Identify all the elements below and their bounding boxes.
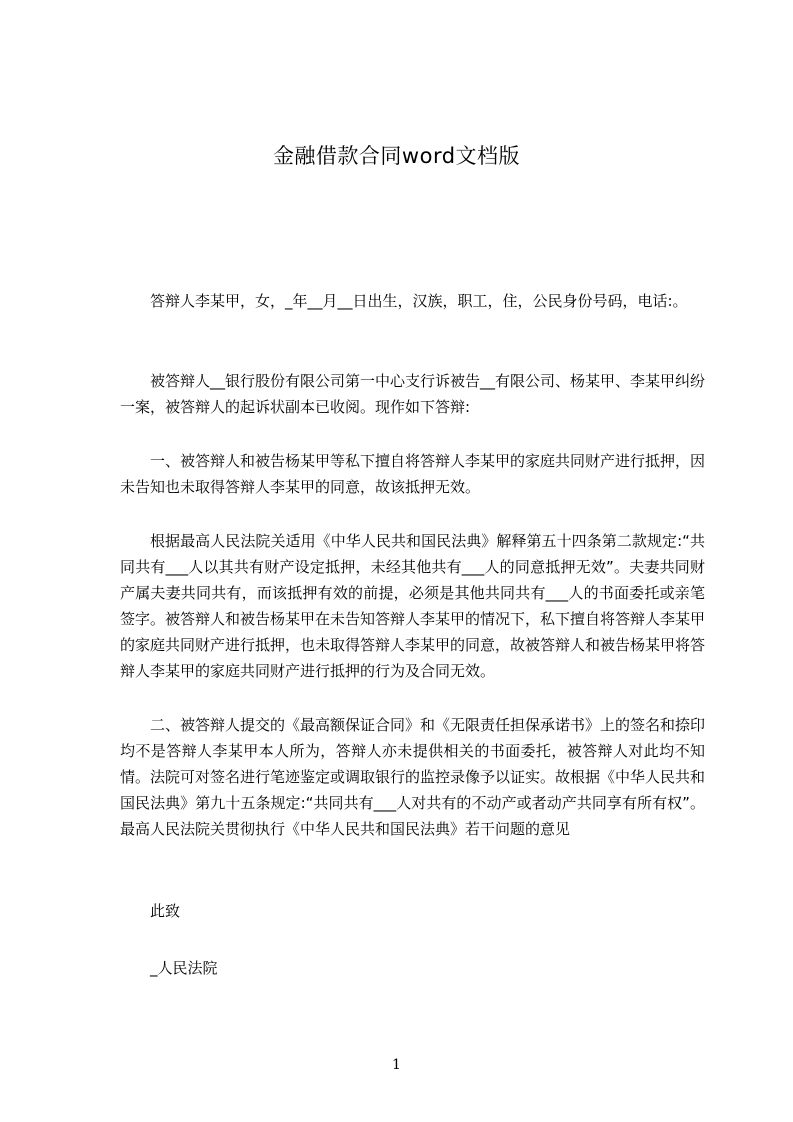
- document-title: 金融借款合同word文档版: [272, 144, 521, 168]
- paragraph-case-intro: 被答辩人__银行股份有限公司第一中心支行诉被告__有限公司、杨某甲、李某甲纠纷一案，被答辩人的起诉状副本已收阅。现作如下答辩:: [120, 372, 706, 416]
- paragraph-closing: 此致: [150, 902, 181, 920]
- paragraph-defendant-info: 答辩人李某甲，女，_年__月__日出生，汉族，职工，住，公民身份号码，电话:。: [150, 292, 688, 310]
- paragraph-court-addressee: _人民法院: [150, 959, 218, 977]
- paragraph-legal-basis: 根据最高人民法院关适用《中华人民共和国民法典》解释第五十四条第二款规定:“共同共有___人以其共有财产设定抵押，未经其他共有___人的同意抵押无效”。夫妻共同财产属夫妻共同共有，而该抵押有效的前提，必须是其他共同共有___人的书面委托或亲笔签字。被答辩人和被告杨某甲在未告知答辩人李某甲的情况下，私下擅自将答辩人李某甲的家庭共同财产进行抵押，也未取得答辩人李某甲的同意，故被答辩人和被告杨某甲将答辩人李某甲的家庭共同财产进行抵押的行为及合同无效。: [120, 532, 706, 680]
- paragraph-argument-two: 二、被答辩人提交的《最高额保证合同》和《无限责任担保承诺书》上的签名和捺印均不是答辩人李某甲本人所为，答辩人亦未提供相关的书面委托，被答辩人对此均不知情。法院可对签名进行笔迹鉴定或调取银行的监控录像予以证实。故根据《中华人民共和国民法典》第九十五条规定:“共同共有___人对共有的不动产或者动产共同享有所有权”。最高人民法院关贯彻执行《中华人民共和国民法典》若干问题的意见: [120, 716, 706, 838]
- page-number: 1: [392, 1057, 401, 1073]
- paragraph-argument-one: 一、被答辩人和被告杨某甲等私下擅自将答辩人李某甲的家庭共同财产进行抵押，因未告知也未取得答辩人李某甲的同意，故该抵押无效。: [120, 452, 706, 496]
